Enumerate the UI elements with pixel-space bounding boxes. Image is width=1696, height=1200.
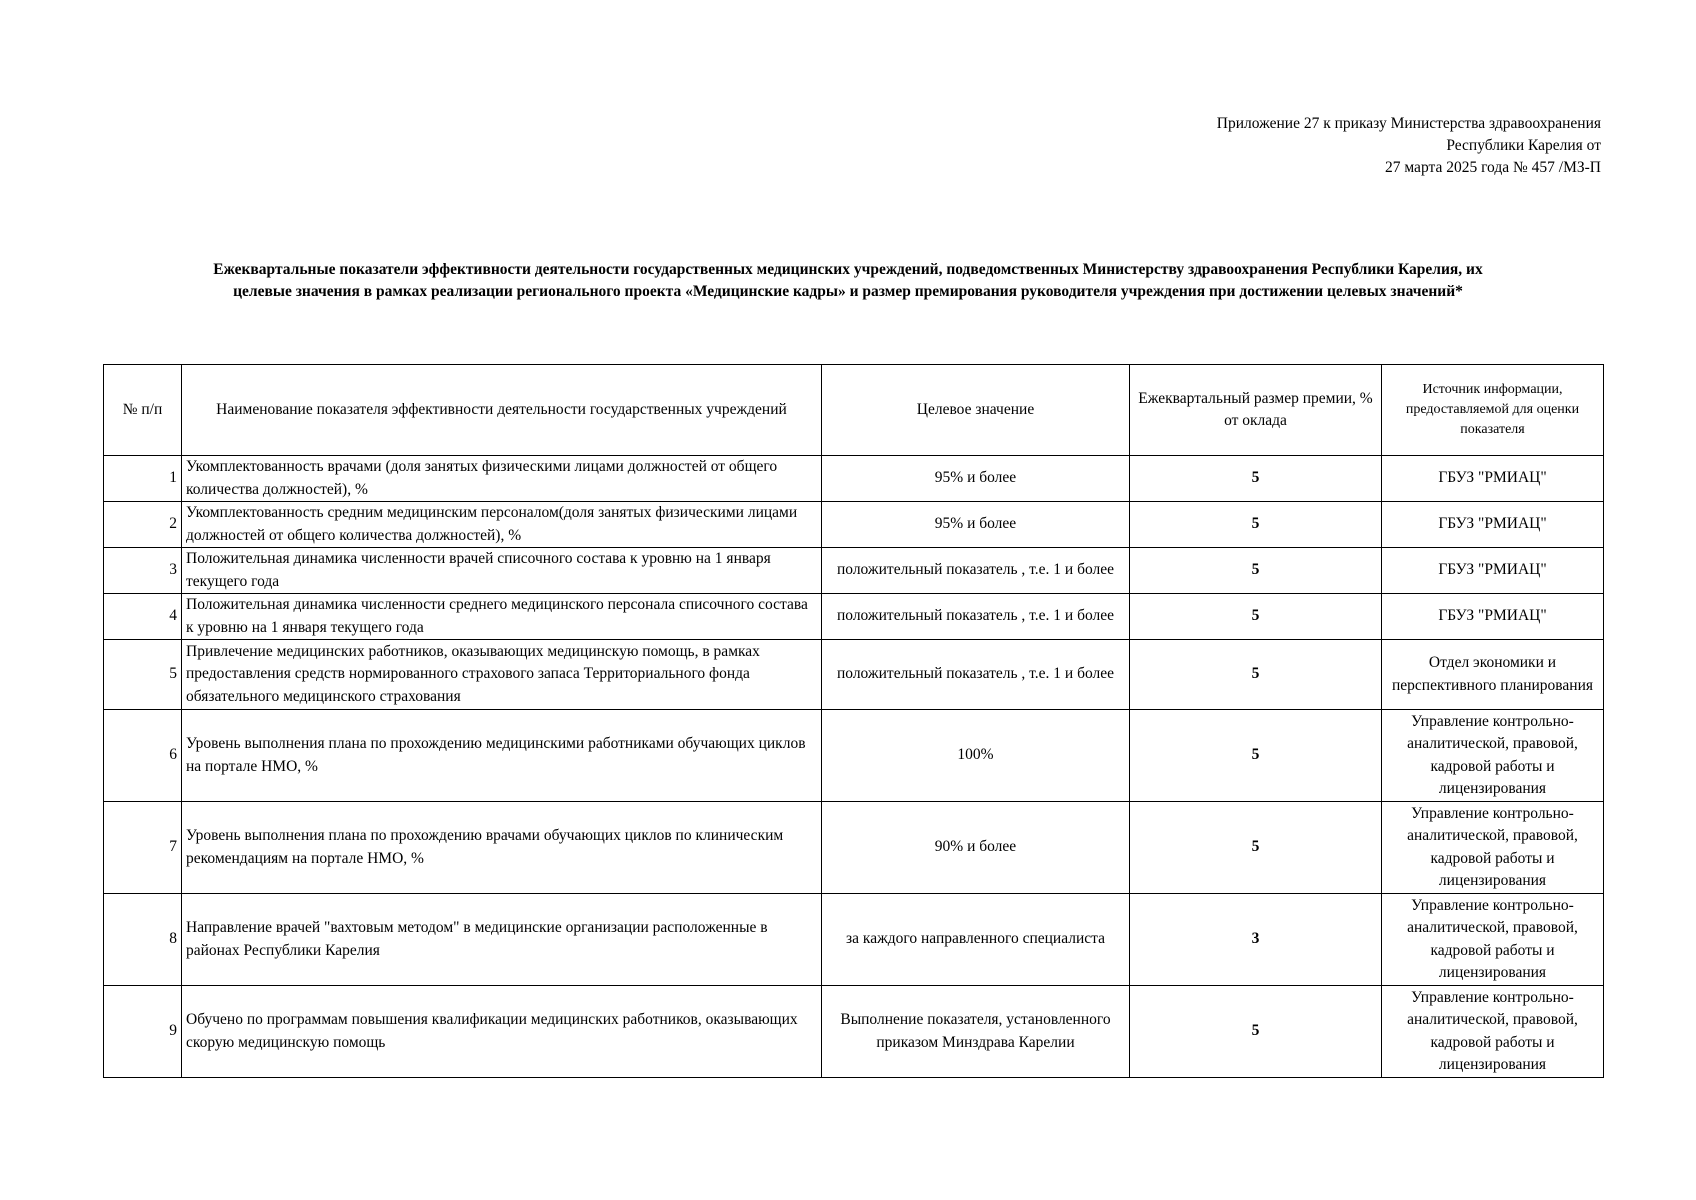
row-source: Управление контрольно-аналитической, правовой, кадровой работы и лицензирования — [1382, 894, 1604, 986]
appendix-line: 27 марта 2025 года № 457 /МЗ-П — [1384, 159, 1601, 176]
row-bonus: 5 — [1130, 710, 1382, 802]
table-row — [104, 986, 1604, 1078]
row-target-value: положительный показатель , т.е. 1 и более — [822, 640, 1130, 710]
row-bonus: 5 — [1130, 548, 1382, 594]
row-bonus: 5 — [1130, 456, 1382, 502]
row-source: Управление контрольно-аналитической, правовой, кадровой работы и лицензирования — [1382, 986, 1604, 1078]
row-number: 6 — [104, 710, 182, 802]
row-bonus: 5 — [1130, 640, 1382, 710]
header-row — [104, 365, 1604, 456]
row-target-value: 100% — [822, 710, 1130, 802]
row-indicator-name: Направление врачей "вахтовым методом" в медицинские организации расположенные в районах Республики Карелия — [182, 894, 822, 986]
row-bonus: 5 — [1130, 502, 1382, 548]
indicators-table — [103, 364, 1604, 1078]
row-number: 7 — [104, 802, 182, 894]
table-row — [104, 640, 1604, 710]
row-bonus: 5 — [1130, 594, 1382, 640]
table-row — [104, 502, 1604, 548]
row-target-value: положительный показатель , т.е. 1 и более — [822, 594, 1130, 640]
title-line: Ежеквартальные показатели эффективности деятельности государственных медицинских учреждений, подведомственных Министерству здравоохранения Республики Карелия, их — [213, 261, 1483, 278]
row-number: 9 — [104, 986, 182, 1078]
row-target-value: 95% и более — [822, 502, 1130, 548]
appendix-header — [1217, 113, 1601, 179]
title-line: целевые значения в рамках реализации регионального проекта «Медицинские кадры» и размер премирования руководителя учреждения при достижении целевых значений* — [233, 283, 1463, 300]
row-indicator-name: Обучено по программам повышения квалификации медицинских работников, оказывающих скорую медицинскую помощь — [182, 986, 822, 1078]
table-row — [104, 456, 1604, 502]
row-number: 4 — [104, 594, 182, 640]
row-target-value: за каждого направленного специалиста — [822, 894, 1130, 986]
row-number: 8 — [104, 894, 182, 986]
appendix-line: Приложение 27 к приказу Министерства здравоохранения — [1216, 115, 1601, 132]
header-bonus: Ежеквартальный размер премии, % от оклада — [1130, 365, 1382, 456]
row-bonus: 5 — [1130, 802, 1382, 894]
row-target-value: 95% и более — [822, 456, 1130, 502]
table-row — [104, 802, 1604, 894]
row-number: 5 — [104, 640, 182, 710]
row-indicator-name: Положительная динамика численности врачей списочного состава к уровню на 1 января текущего года — [182, 548, 822, 594]
header-source: Источник информации, предоставляемой для оценки показателя — [1382, 365, 1604, 456]
row-number: 3 — [104, 548, 182, 594]
row-target-value: 90% и более — [822, 802, 1130, 894]
table-row — [104, 594, 1604, 640]
row-target-value: Выполнение показателя, установленного приказом Минздрава Карелии — [822, 986, 1130, 1078]
table-header — [104, 365, 1604, 456]
row-source: ГБУЗ "РМИАЦ" — [1382, 502, 1604, 548]
row-indicator-name: Уровень выполнения плана по прохождению медицинскими работниками обучающих циклов на портале НМО, % — [182, 710, 822, 802]
appendix-line: Республики Карелия от — [1446, 137, 1601, 154]
row-indicator-name: Положительная динамика численности среднего медицинского персонала списочного состава к уровню на 1 января текущего года — [182, 594, 822, 640]
row-indicator-name: Укомплектованность средним медицинским персоналом(доля занятых физическими лицами должностей от общего количества должностей), % — [182, 502, 822, 548]
row-bonus: 3 — [1130, 894, 1382, 986]
table-body — [104, 456, 1604, 1078]
header-target: Целевое значение — [822, 365, 1130, 456]
row-source: Управление контрольно-аналитической, правовой, кадровой работы и лицензирования — [1382, 710, 1604, 802]
table-row — [104, 710, 1604, 802]
row-source: ГБУЗ "РМИАЦ" — [1382, 594, 1604, 640]
row-number: 1 — [104, 456, 182, 502]
row-indicator-name: Укомплектованность врачами (доля занятых физическими лицами должностей от общего количества должностей), % — [182, 456, 822, 502]
header-name: Наименование показателя эффективности деятельности государственных учреждений — [182, 365, 822, 456]
row-source: Отдел экономики и перспективного планирования — [1382, 640, 1604, 710]
row-source: ГБУЗ "РМИАЦ" — [1382, 548, 1604, 594]
table-row — [104, 894, 1604, 986]
row-target-value: положительный показатель , т.е. 1 и более — [822, 548, 1130, 594]
header-num: № п/п — [104, 365, 182, 456]
table-row — [104, 548, 1604, 594]
document-title — [95, 259, 1601, 303]
row-number: 2 — [104, 502, 182, 548]
row-indicator-name: Привлечение медицинских работников, оказывающих медицинскую помощь, в рамках предоставления средств нормированного страхового запаса Территориального фонда обязательного медицинского страхования — [182, 640, 822, 710]
row-bonus: 5 — [1130, 986, 1382, 1078]
row-indicator-name: Уровень выполнения плана по прохождению врачами обучающих циклов по клиническим рекомендациям на портале НМО, % — [182, 802, 822, 894]
row-source: Управление контрольно-аналитической, правовой, кадровой работы и лицензирования — [1382, 802, 1604, 894]
row-source: ГБУЗ "РМИАЦ" — [1382, 456, 1604, 502]
